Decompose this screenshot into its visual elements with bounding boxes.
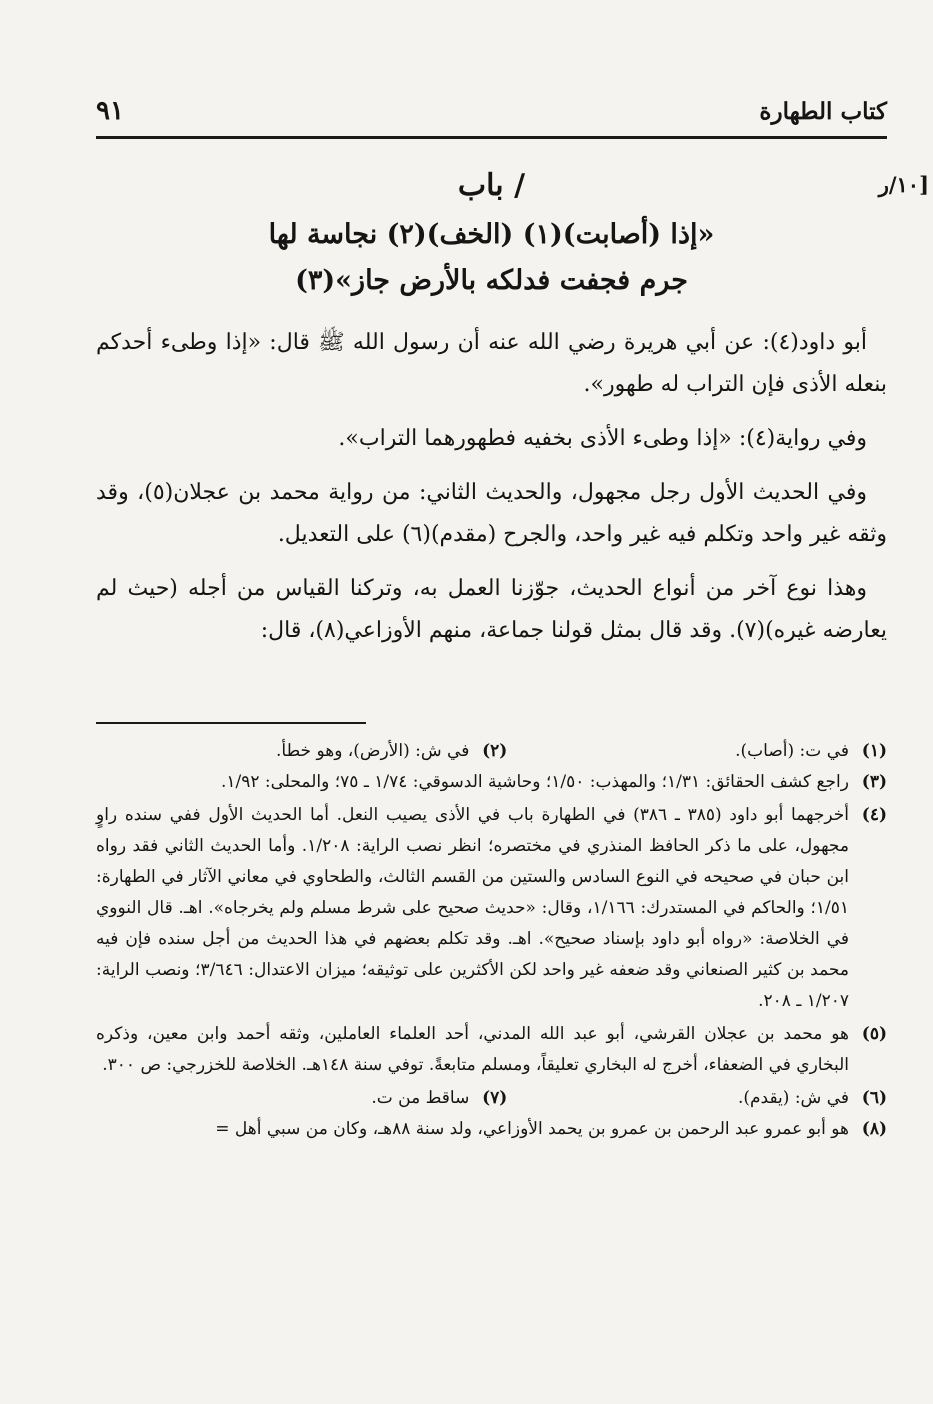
footnote-number: (١)	[861, 741, 887, 761]
footnote-row-1-2	[96, 736, 887, 767]
paragraph-qiyas: وهذا نوع آخر من أنواع الحديث، جوّزنا العمل به، وتركنا القياس من أجله (حيث لم يعارضه غيره)(٧). وقد قال بمثل قولنا جماعة، منهم الأوزاعي(٨)، قال:	[96, 576, 887, 643]
footnote-number: (٦)	[861, 1088, 887, 1108]
footnote-5	[96, 1019, 887, 1081]
chapter-title	[96, 160, 887, 304]
footnote-text: راجع كشف الحقائق: ١/٣١؛ والمهذب: ١/٥٠؛ وحاشية الدسوقي: ١/٧٤ ـ ٧٥؛ والمحلى: ١/٩٢.	[220, 772, 849, 792]
footnote-text: في ش: (يقدم).	[737, 1088, 849, 1108]
footnote-6	[507, 1083, 887, 1114]
footnote-row-6-7	[96, 1083, 887, 1114]
chapter-title-line-1: «إذا (أصابت)(١) (الخف)(٢) نجاسة لها	[268, 219, 715, 250]
footnote-text: في ت: (أصاب).	[735, 741, 849, 761]
footnote-2	[128, 736, 508, 767]
footnote-text: هو محمد بن عجلان القرشي، أبو عبد الله المدني، أحد العلماء العاملين، وثقه أحمد وابن معين، وذكره البخاري في الضعفاء، أخرج له البخاري تعليقاً، ومسلم متابعةً. توفي سنة ١٤٨هـ. الخلاصة للخزرجي: ص ٣٠٠.	[96, 1024, 849, 1075]
footnote-number: (٣)	[861, 772, 887, 792]
paragraph-riwaya: وفي رواية(٤): «إذا وطىء الأذى بخفيه فطهورهما التراب».	[338, 426, 867, 451]
footnote-number: (٢)	[482, 741, 508, 761]
footnote-number: (٨)	[861, 1119, 887, 1139]
footnote-text: في ش: (الأرض)، وهو خطأ.	[276, 741, 470, 761]
page-header	[96, 92, 887, 136]
footnotes	[96, 736, 887, 1147]
footnote-8	[96, 1114, 887, 1145]
footnote-text: هو أبو عمرو عبد الرحمن بن عمرو بن يحمد الأوزاعي، ولد سنة ٨٨هـ، وكان من سبي أهل =	[215, 1119, 849, 1139]
footnote-number: (٧)	[482, 1088, 508, 1108]
running-head: كتاب الطهارة	[759, 98, 887, 125]
footnote-text: أخرجهما أبو داود (٣٨٥ ـ ٣٨٦) في الطهارة باب في الأذى يصيب النعل. أما الحديث الأول ففي سنده راوٍ مجهول، على ما ذكر الحافظ المنذري في مختصره؛ انظر نصب الراية: ١/٢٠٨. وأما الحديث الثاني فقد رواه ابن حبان في صحيحه في النوع السادس والستين من القسم الثالث، والطحاوي في معاني الآثار في الطهارة: ١/٥١؛ والحاكم في المستدرك: ١/١٦٦، وقال: «حديث صحيح على شرط مسلم ولم يخرجاه». اهـ. قال النووي في الخلاصة: «رواه أبو داود بإسناد صحيح». اهـ. وقد تكلم بعضهم في هذا الحديث من أجل سنده فإن فيه محمد بن كثير الصنعاني وقد ضعفه غير واحد لكن الأكثرين على توثيقه؛ ميزان الاعتدال: ٣/٦٤٦؛ ونصب الراية: ١/٢٠٧ ـ ٢٠٨.	[96, 805, 849, 1011]
footnote-separator	[96, 722, 366, 724]
header-rule	[96, 136, 887, 139]
footnote-3	[96, 767, 887, 798]
footnote-1	[507, 736, 887, 767]
manuscript-folio-note: [١٠/ر	[878, 172, 929, 197]
footnote-7	[128, 1083, 508, 1114]
paragraph-isnad-discussion: وفي الحديث الأول رجل مجهول، والحديث الثاني: من رواية محمد بن عجلان(٥)، وقد وثقه غير واحد وتكلم فيه غير واحد، والجرح (مقدم)(٦) على التعديل.	[96, 480, 887, 547]
chapter-title-line-2: جرم فجفت فدلكه بالأرض جاز»(٣)	[295, 265, 688, 296]
footnote-number: (٤)	[861, 805, 887, 825]
footnote-number: (٥)	[861, 1024, 887, 1044]
footnote-text: ساقط من ت.	[371, 1088, 470, 1108]
paragraph-abu-dawud: أبو داود(٤): عن أبي هريرة رضي الله عنه أن رسول الله ﷺ قال: «إذا وطىء أحدكم بنعله الأذى فإن التراب له طهور».	[96, 330, 887, 397]
page-number: ٩١	[96, 96, 124, 126]
chapter-heading: / باب	[457, 168, 526, 203]
main-text	[96, 322, 887, 664]
footnote-4	[96, 800, 887, 1017]
